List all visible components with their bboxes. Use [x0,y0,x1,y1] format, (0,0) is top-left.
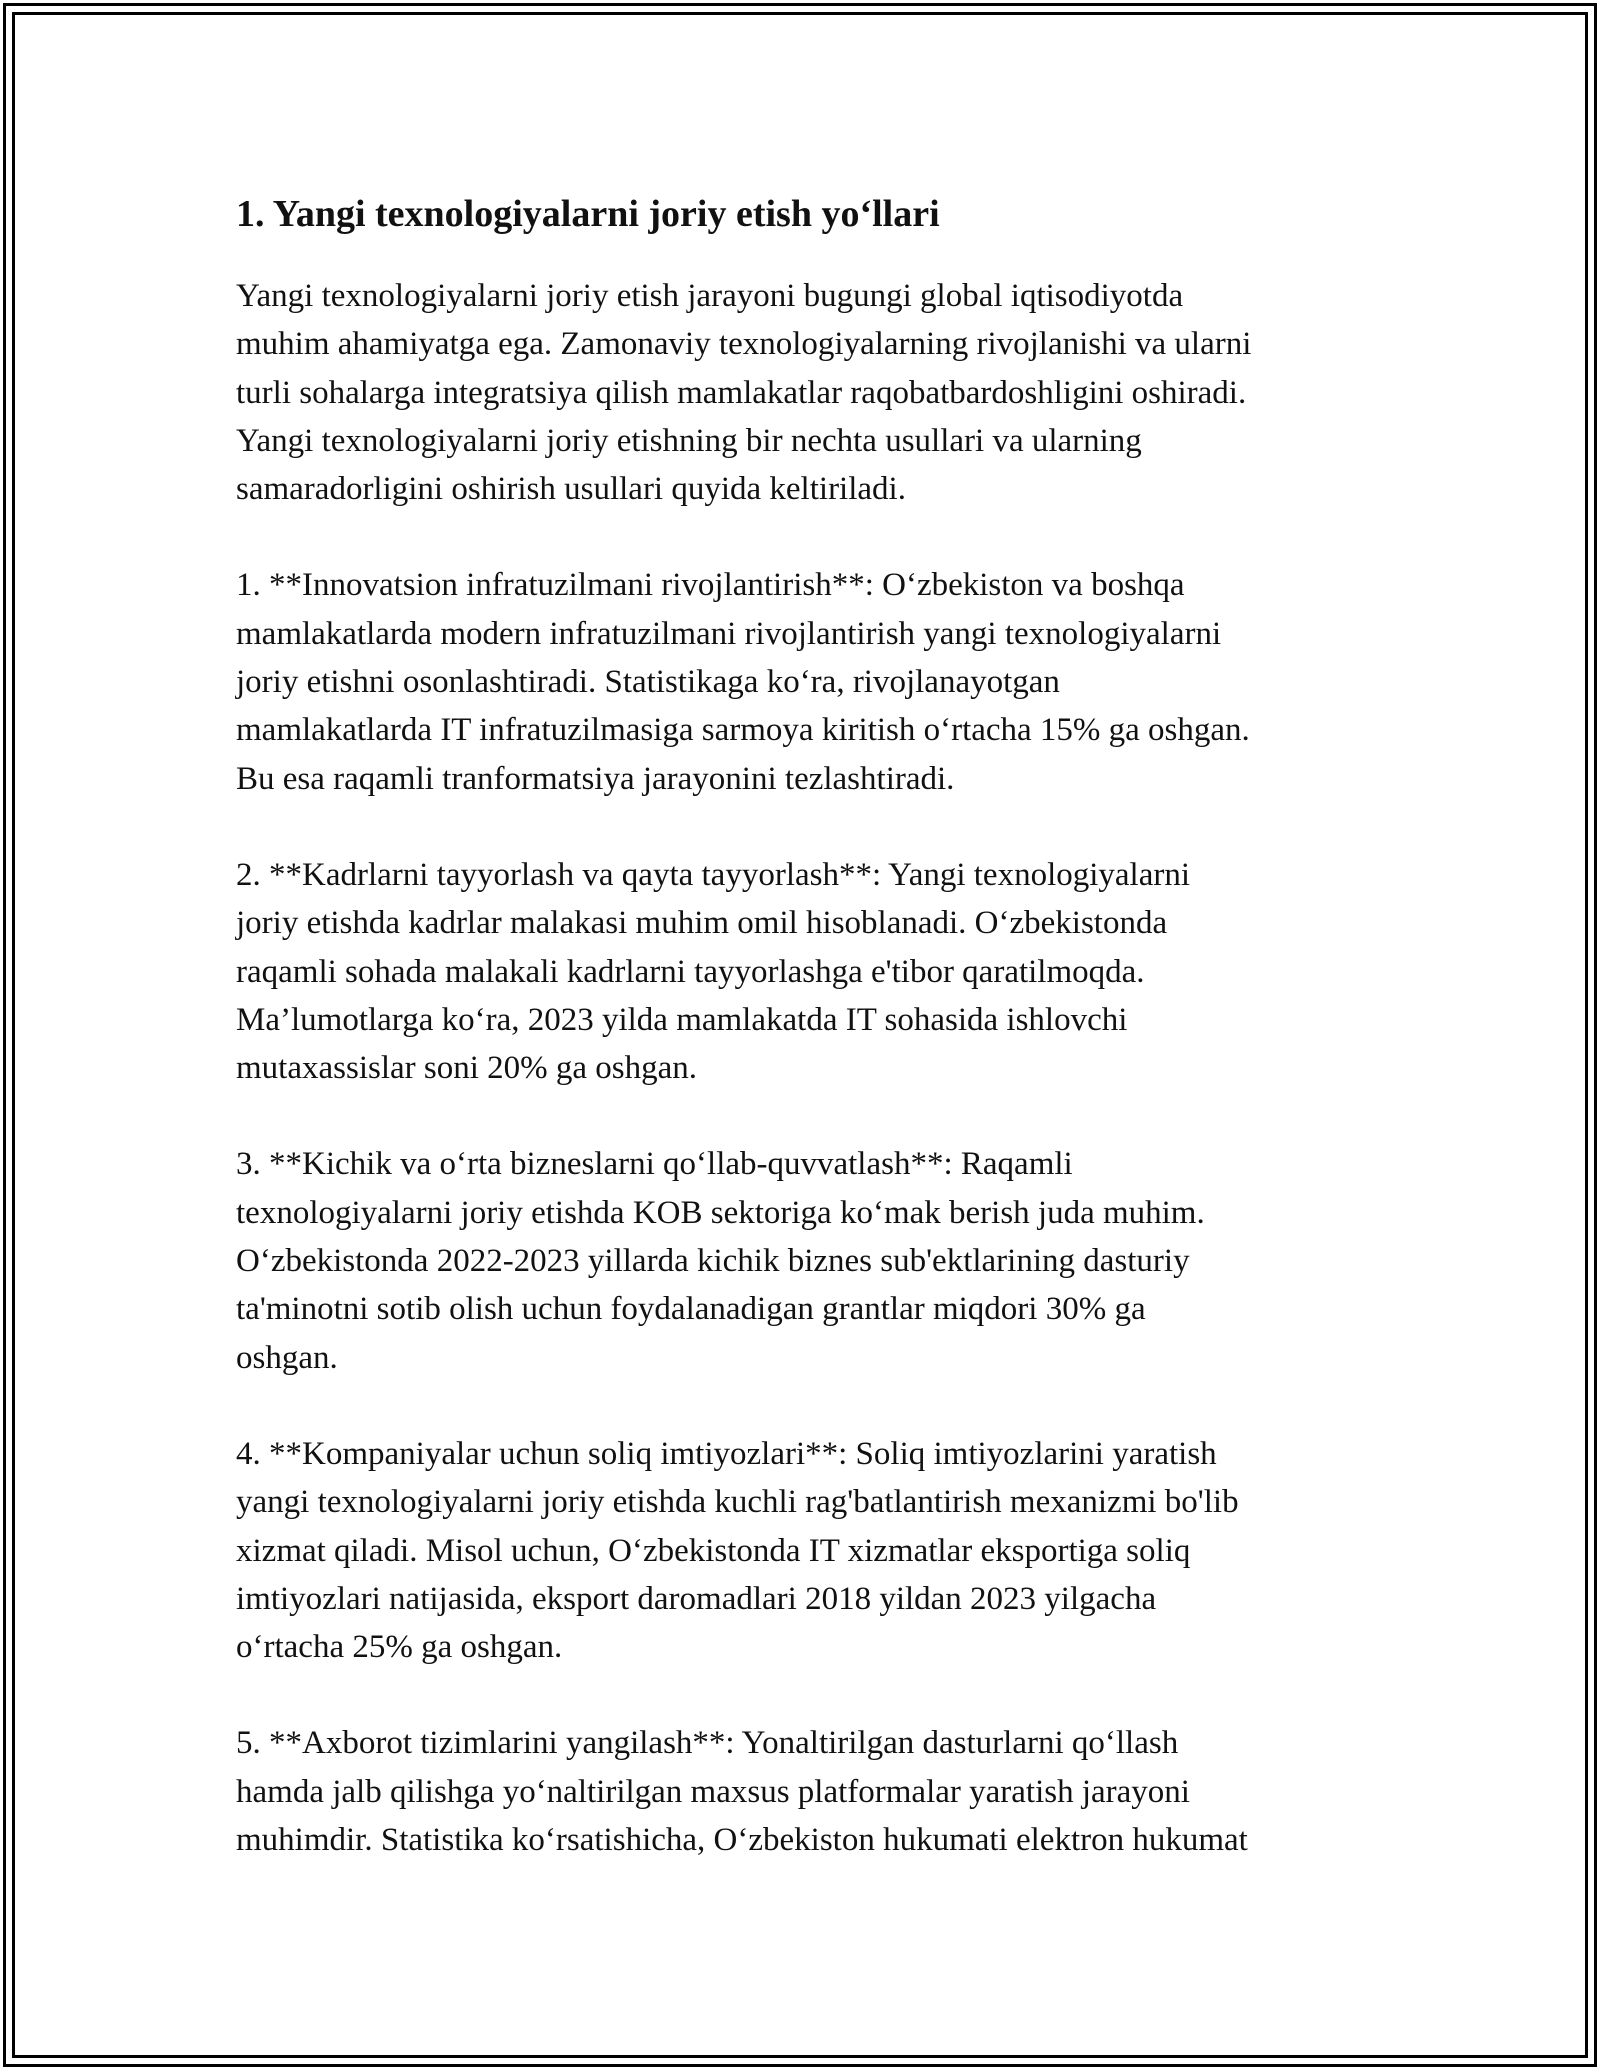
text-line: 3. **Kichik va o‘rta bizneslarni qo‘llab-quvvatlash**: Raqamli [236,1146,1073,1183]
document-page [236,186,1376,1912]
text-line: raqamli sohada malakali kadrlarni tayyorlashga e'tibor qaratilmoqda. [236,953,1145,990]
text-line: o‘rtacha 25% ga oshgan. [236,1629,563,1666]
text-line: mamlakatlarda IT infratuzilmasiga sarmoya kiritish o‘rtacha 15% ga oshgan. [236,712,1250,749]
intro-paragraph [236,272,1376,513]
text-line: oshgan. [236,1339,338,1376]
text-line: hamda jalb qilishga yo‘naltirilgan maxsus platformalar yaratish jarayoni [236,1773,1190,1810]
text-line: joriy etishni osonlashtiradi. Statistikaga ko‘ra, rivojlanayotgan [236,664,1060,701]
text-line: mamlakatlarda modern infratuzilmani rivojlantirish yangi texnologiyalarni [236,615,1222,652]
text-line: Yangi texnologiyalarni joriy etish jarayoni bugungi global iqtisodiyotda [236,278,1184,314]
text-line: imtiyozlari natijasida, eksport daromadlari 2018 yildan 2023 yilgacha [236,1580,1157,1617]
list-item-paragraph-4 [236,1430,1376,1671]
text-line: muhimdir. Statistika ko‘rsatishicha, O‘zbekiston hukumati elektron hukumat [236,1822,1248,1859]
list-item-paragraph-5 [236,1719,1376,1864]
text-line: yangi texnologiyalarni joriy etishda kuchli rag'batlantirish mexanizmi bo'lib [236,1484,1239,1521]
text-line: Yangi texnologiyalarni joriy etishning bir nechta usullari va ularning [236,422,1142,459]
text-line: 2. **Kadrlarni tayyorlash va qayta tayyorlash**: Yangi texnologiyalarni [236,856,1191,893]
text-line: Ma’lumotlarga ko‘ra, 2023 yilda mamlakatda IT sohasida ishlovchi [236,1001,1128,1038]
text-line: 5. **Axborot tizimlarini yangilash**: Yonaltirilgan dasturlarni qo‘llash [236,1725,1179,1762]
text-line: O‘zbekistonda 2022-2023 yillarda kichik biznes sub'ektlarining dasturiy [236,1243,1190,1280]
text-line: ta'minotni sotib olish uchun foydalanadigan grantlar miqdori 30% ga [236,1291,1146,1328]
text-line: 4. **Kompaniyalar uchun soliq imtiyozlari**: Soliq imtiyozlarini yaratish [236,1435,1217,1472]
text-line: xizmat qiladi. Misol uchun, O‘zbekistonda IT xizmatlar eksportiga soliq [236,1532,1191,1569]
section-heading: 1. Yangi texnologiyalarni joriy etish yo‘llari [236,193,940,235]
text-line: texnologiyalarni joriy etishda KOB sektoriga ko‘mak berish juda muhim. [236,1194,1205,1231]
text-line: joriy etishda kadrlar malakasi muhim omil hisoblanadi. O‘zbekistonda [236,905,1168,942]
text-line: 1. **Innovatsion infratuzilmani rivojlantirish**: O‘zbekiston va boshqa [236,567,1185,604]
text-line: Bu esa raqamli tranformatsiya jarayonini tezlashtiradi. [236,760,955,797]
list-item-paragraph-1 [236,561,1376,802]
text-line: muhim ahamiyatga ega. Zamonaviy texnologiyalarning rivojlanishi va ularni [236,326,1252,363]
text-line: mutaxassislar soni 20% ga oshgan. [236,1050,698,1087]
text-line: turli sohalarga integratsiya qilish mamlakatlar raqobatbardoshligini oshiradi. [236,374,1247,411]
list-item-paragraph-3 [236,1140,1376,1381]
list-item-paragraph-2 [236,851,1376,1092]
text-line: samaradorligini oshirish usullari quyida keltiriladi. [236,471,906,508]
